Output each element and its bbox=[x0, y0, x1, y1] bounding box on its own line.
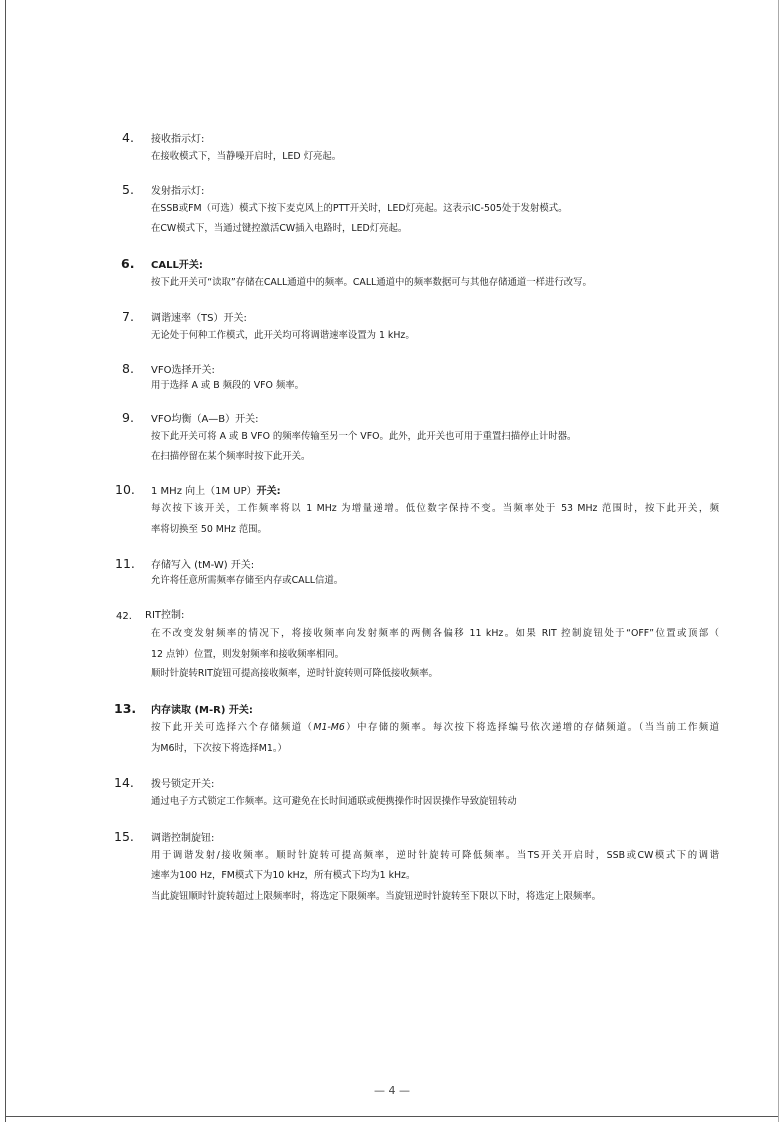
item-line: 在CW模式下，当通过键控激活CW插入电路时，LED灯亮起。 bbox=[151, 223, 408, 234]
item-line: 在SSB或FM（可选）模式下按下麦克风上的PTT开关时，LED灯亮起。这表示IC-505处于发射模式。 bbox=[151, 203, 568, 214]
item-title: 调谐控制旋钮: bbox=[151, 833, 215, 844]
item-title: RIT控制: bbox=[145, 610, 185, 621]
item-line: 为M6时，下次按下将选择M1。） bbox=[151, 743, 287, 754]
item-title: VFO选择开关: bbox=[151, 365, 215, 376]
item-line: 按下此开关可“读取”存储在CALL通道中的频率。CALL通道中的频率数据可与其他存储通道一样进行改写。 bbox=[151, 277, 592, 288]
item-title: 调谐速率（TS）开关: bbox=[151, 313, 247, 324]
item-title-bold: 开关: bbox=[256, 486, 281, 497]
item-number: 8. bbox=[122, 361, 134, 376]
item-number: 7. bbox=[122, 309, 134, 324]
item-number: 15. bbox=[114, 829, 134, 844]
item-line-emphasis: M1-M6 bbox=[313, 722, 345, 733]
page-number: — 4 — bbox=[374, 1084, 410, 1097]
item-number: 42. bbox=[116, 611, 132, 622]
item-title: CALL开关: bbox=[151, 260, 203, 271]
item-line: 用于选择 A 或 B 频段的 VFO 频率。 bbox=[151, 380, 305, 391]
item-line: 按下此开关可将 A 或 B VFO 的频率传输至另一个 VFO。此外，此开关也可用于重置扫描停止计时器。 bbox=[151, 431, 577, 442]
page-bottom-line bbox=[5, 1116, 778, 1117]
page-border-right bbox=[778, 0, 779, 1122]
item-number: 11. bbox=[115, 556, 135, 571]
item-number: 13. bbox=[114, 701, 137, 716]
item-number: 5. bbox=[122, 182, 134, 197]
item-line: 每次按下该开关，工作频率将以 1 MHz 为增量递增。低位数字保持不变。当频率处于 53 MHz 范围时，按下此开关，频 bbox=[151, 503, 719, 514]
item-title: 存储写入 (tM-W) 开关: bbox=[151, 560, 255, 571]
item-title-plain: 1 MHz 向上（1M UP） bbox=[151, 486, 257, 497]
item-line-pre: 按下此开关可选择六个存储频道（ bbox=[151, 722, 314, 733]
item-line: 无论处于何种工作模式，此开关均可将调谐速率设置为 1 kHz。 bbox=[151, 330, 415, 341]
item-line: 用于调谐发射/接收频率。顺时针旋转可提高频率，逆时针旋转可降低频率。当TS开关开启时，SSB或CW模式下的调谐 bbox=[151, 850, 719, 861]
item-title: VFO均衡（A—B）开关: bbox=[151, 414, 259, 425]
item-number: 9. bbox=[122, 410, 134, 425]
item-line: 在扫描停留在某个频率时按下此开关。 bbox=[151, 451, 311, 462]
item-number: 14. bbox=[114, 775, 134, 790]
item-line: 通过电子方式锁定工作频率。这可避免在长时间通联或便携操作时因误操作导致旋钮转动 bbox=[151, 796, 517, 807]
item-line-post: ）中存储的频率。每次按下将选择编号依次递增的存储频道。（当当前工作频道 bbox=[344, 722, 719, 733]
item-title: 内存读取 (M-R) 开关: bbox=[151, 705, 253, 716]
item-line: 在接收模式下，当静噪开启时，LED 灯亮起。 bbox=[151, 151, 342, 162]
item-line: 在不改变发射频率的情况下，将接收频率向发射频率的两侧各偏移 11 kHz。如果 RIT 控制旋钮处于“OFF”位置或顶部（ bbox=[151, 628, 719, 639]
item-title: 拨号锁定开关: bbox=[151, 779, 215, 790]
item-line bbox=[151, 721, 719, 735]
item-line: 速率为100 Hz，FM模式下为10 kHz，所有模式下均为1 kHz。 bbox=[151, 870, 416, 881]
item-number: 4. bbox=[122, 130, 134, 145]
item-line: 12 点钟）位置，则发射频率和接收频率相同。 bbox=[151, 649, 345, 660]
item-line: 当此旋钮顺时针旋转超过上限频率时，将选定下限频率。当旋钮逆时针旋转至下限以下时，将选定上限频率。 bbox=[151, 891, 602, 902]
item-line: 率将切换至 50 MHz 范围。 bbox=[151, 524, 267, 535]
item-number: 6. bbox=[121, 256, 135, 271]
item-number: 10. bbox=[115, 482, 135, 497]
item-line: 允许将任意所需频率存储至内存或CALL信道。 bbox=[151, 575, 344, 586]
item-title bbox=[151, 484, 281, 500]
item-title: 接收指示灯: bbox=[151, 134, 205, 145]
page-border-left bbox=[5, 0, 6, 1122]
item-line: 顺时针旋转RIT旋钮可提高接收频率，逆时针旋转则可降低接收频率。 bbox=[151, 668, 438, 679]
item-title: 发射指示灯: bbox=[151, 186, 205, 197]
